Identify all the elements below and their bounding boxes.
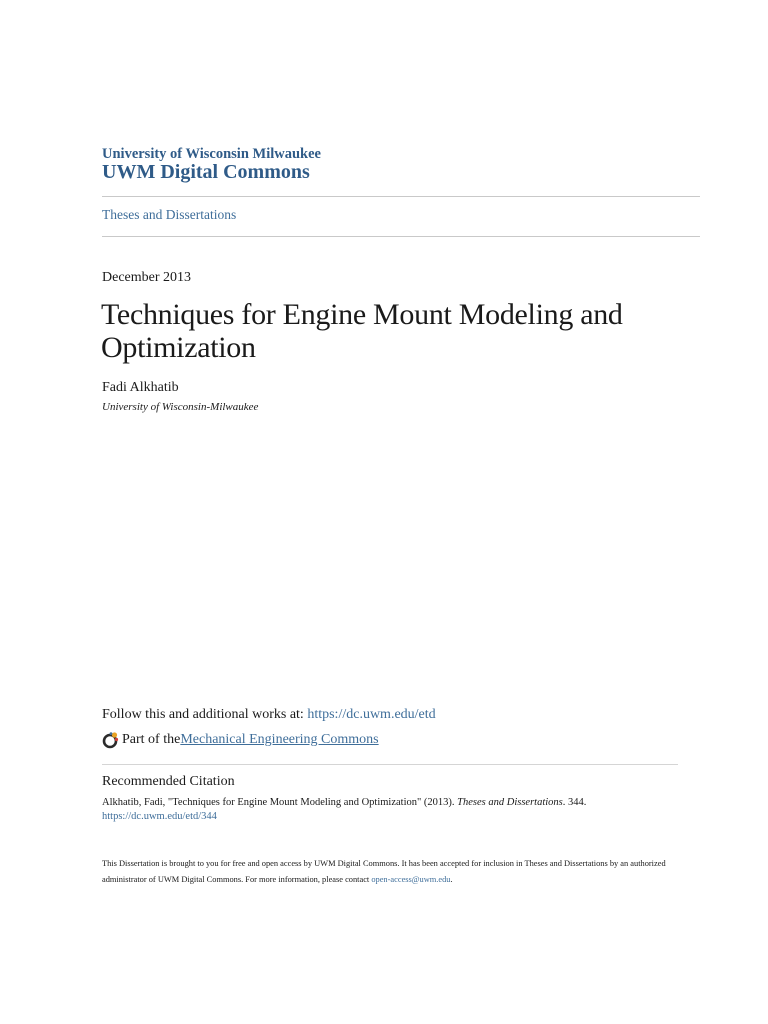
partof-prefix: Part of the <box>122 732 181 747</box>
contact-email-link[interactable]: open-access@uwm.edu <box>371 875 451 884</box>
divider <box>102 236 700 237</box>
access-notice <box>102 856 702 888</box>
collection-link[interactable]: Theses and Dissertations <box>102 207 237 222</box>
author-name: Fadi Alkhatib <box>102 380 179 395</box>
follow-url-link[interactable]: https://dc.uwm.edu/etd <box>307 707 436 722</box>
document-title: Techniques for Engine Mount Modeling and Optimization <box>101 298 623 364</box>
repository-name[interactable]: UWM Digital Commons <box>102 161 310 183</box>
citation-url-link[interactable]: https://dc.uwm.edu/etd/344 <box>102 811 217 822</box>
divider <box>102 196 700 197</box>
institution-name: University of Wisconsin Milwaukee <box>102 146 321 162</box>
author-affiliation: University of Wisconsin-Milwaukee <box>102 401 259 413</box>
recommended-citation-heading: Recommended Citation <box>102 774 235 789</box>
part-of-line <box>102 731 379 749</box>
citation-block <box>102 796 702 824</box>
divider <box>102 764 678 765</box>
citation-number: . 344. <box>562 797 587 808</box>
follow-line <box>102 707 436 723</box>
notice-end: . <box>450 875 453 884</box>
publication-date: December 2013 <box>102 270 192 285</box>
network-logo-icon <box>102 731 120 749</box>
notice-text: This Dissertation is brought to you for free and open access by UWM Digital Commons. It has been accepted for inclusion in Theses and Dissertations by an authorized administrator of UWM Digital Commons. For more information, please contact <box>102 859 666 884</box>
mechanical-engineering-commons-link[interactable]: Mechanical Engineering Commons <box>180 732 379 747</box>
citation-text: Alkhatib, Fadi, "Techniques for Engine Mount Modeling and Optimization" (2013). <box>102 797 458 808</box>
follow-prefix: Follow this and additional works at: <box>102 707 308 722</box>
citation-series: Theses and Dissertations <box>457 797 563 808</box>
